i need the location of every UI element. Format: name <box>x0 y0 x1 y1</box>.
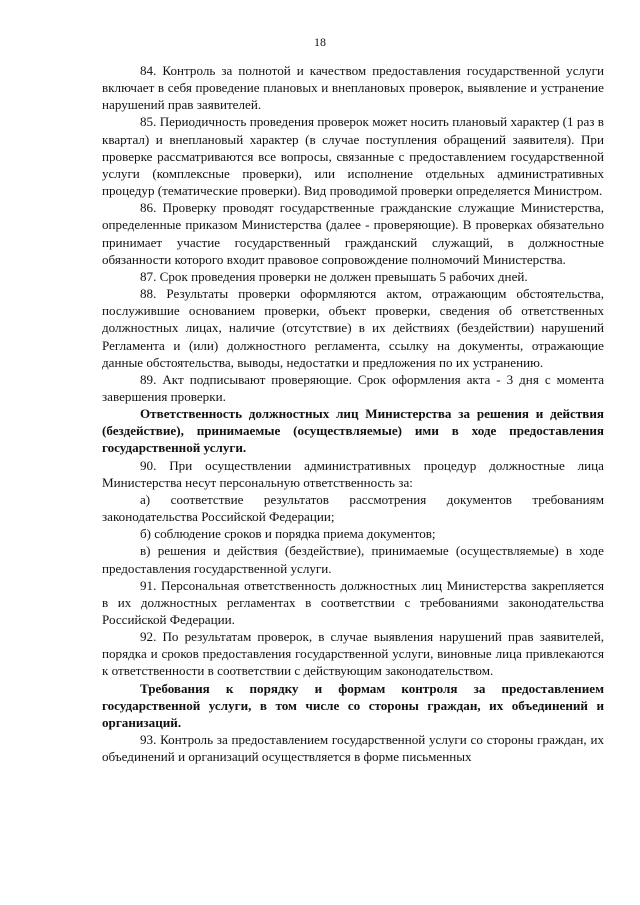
paragraph-87: 87. Срок проведения проверки не должен превышать 5 рабочих дней. <box>140 268 528 284</box>
document-body <box>102 62 604 765</box>
list-item-b: б) соблюдение сроков и порядка приема документов; <box>140 526 436 542</box>
paragraph-85: 85. Периодичность проведения проверок может носить плановый характер (1 раз в квартал) и внеплановый характер (в случае поступления обращений заявителя). При проверке рассматриваются все вопросы, связанные с предоставлением государственной услуги (комплексные проверки), или исполнение отдельных административных процедур (тематические проверки). Вид проводимой проверки определяется Министром. <box>102 114 604 199</box>
paragraph-88: 88. Результаты проверки оформляются актом, отражающим обстоятельства, послужившие основанием проверки, объект проверки, сведения об ответственных должностных лицах, наличие (отсутствие) в их действиях (бездействии) нарушений Регламента и (или) должностного регламента, ссылку на документы, отражающие данные обстоятельства, выводы, недостатки и предложения по их устранению. <box>102 286 604 370</box>
list-item-v: в) решения и действия (бездействие), принимаемые (осуществляемые) в ходе предоставления государственной услуги. <box>102 543 604 576</box>
paragraph-86: 86. Проверку проводят государственные гражданские служащие Министерства, определенные приказом Министерства (далее - проверяющие). В проверках обязательно принимает участие государственный гражданский служащий, в должностные обязанности которого входит правовое сопровождение полномочий Министерства. <box>102 200 604 267</box>
paragraph-93: 93. Контроль за предоставлением государственной услуги со стороны граждан, их объединений и организаций осуществляется в форме письменных <box>102 732 604 765</box>
page-number: 18 <box>314 35 326 49</box>
paragraph-90: 90. При осуществлении административных процедур должностные лица Министерства несут персональную ответственность за: <box>102 457 604 490</box>
list-item-a: а) соответствие результатов рассмотрения документов требованиям законодательства Российской Федерации; <box>102 491 604 525</box>
paragraph-92: 92. По результатам проверок, в случае выявления нарушений прав заявителей, порядка и сроков предоставления государственной услуги, виновные лица привлекаются к ответственности в соответствии с действующим законодательством. <box>102 629 604 679</box>
section-heading-control: Требования к порядку и формам контроля за предоставлением государственной услуги, в том числе со стороны граждан, их объединений и организаций. <box>102 680 604 730</box>
paragraph-84: 84. Контроль за полнотой и качеством предоставления государственной услуги включает в себя проведение плановых и внеплановых проверок, выявление и устранение нарушений прав заявителей. <box>102 63 604 113</box>
paragraph-91: 91. Персональная ответственность должностных лиц Министерства закрепляется в их должностных регламентах в соответствии с требованиями законодательства Российской Федерации. <box>102 577 604 627</box>
section-heading-responsibility: Ответственность должностных лиц Министерства за решения и действия (бездействие), принимаемые (осуществляемые) ими в ходе предоставления государственной услуги. <box>102 406 604 456</box>
paragraph-89: 89. Акт подписывают проверяющие. Срок оформления акта - 3 дня с момента завершения проверки. <box>102 371 604 404</box>
